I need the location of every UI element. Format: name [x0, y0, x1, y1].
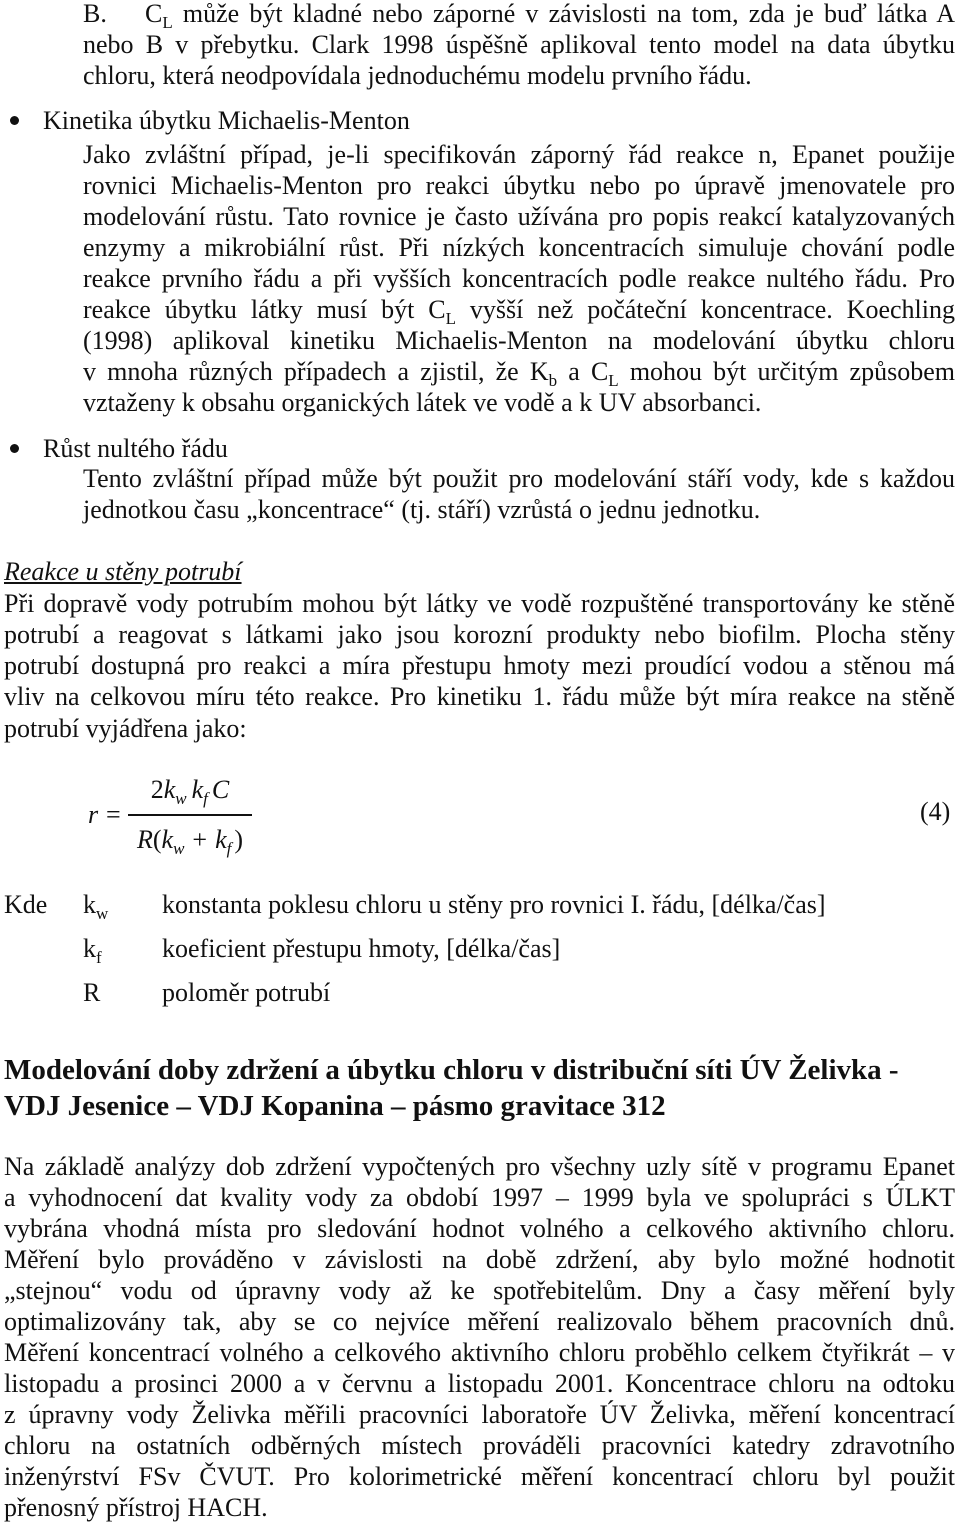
- bullet-icon: [10, 444, 19, 453]
- equation-number: (4): [920, 797, 951, 826]
- michaelis-line-6-post: vyšší než počáteční koncentrace. Koechling: [456, 295, 955, 324]
- section-line-12: přenosný přístroj HACH.: [4, 1493, 268, 1522]
- den-plus: +: [192, 825, 208, 854]
- wall-reaction-heading: Reakce u stěny potrubí: [4, 557, 242, 586]
- fraction-bar: [128, 814, 252, 816]
- michaelis-line-8-post: mohou být určitým způsobem: [618, 357, 955, 386]
- section-line-4: Měření bylo prováděno v závislosti na době zdržení, aby bylo možné hodnotit: [4, 1245, 955, 1274]
- num-k2: k: [191, 775, 204, 804]
- equation-denominator: [126, 824, 254, 858]
- intro-label: B.: [83, 0, 107, 28]
- num-k2-sub: f: [203, 789, 208, 808]
- num-coef: 2: [150, 775, 164, 804]
- den-close: ): [234, 825, 244, 854]
- section-heading-line-2: VDJ Jesenice – VDJ Kopanina – pásmo gravitace 312: [4, 1090, 666, 1122]
- michaelis-line-8: [83, 356, 955, 390]
- den-k1: k: [161, 825, 174, 854]
- michaelis-line-3: modelování růstu. Tato rovnice je často užívána pro popis reakcí katalyzovaných: [83, 202, 955, 231]
- michaelis-line-1: Jako zvláštní případ, je-li specifikován záporný řád reakce n, Epanet použije: [83, 140, 955, 169]
- cl-subscript: L: [445, 309, 456, 328]
- zero-order-line-1: Tento zvláštní případ může být použit pro modelování stáří vody, kde s každou: [83, 464, 955, 493]
- michaelis-line-5: reakce prvního řádu a při vyšších koncentracích podle reakce nultého řádu. Pro: [83, 264, 955, 293]
- definition-symbol-kw: [83, 889, 108, 923]
- wall-line-2: potrubí a reagovat s látkami jako jsou korozní produkty nebo biofilm. Plocha stěny: [4, 620, 955, 649]
- intro-line-1-text: může být kladné nebo záporné v závislosti na tom, zda je buď látka A: [172, 0, 955, 28]
- section-line-2: a vyhodnocení dat kvality vody za období 1997 – 1999 byla ve spolupráci s ÚLKT: [4, 1183, 955, 1212]
- intro-line-3: chloru, která neodpovídala jednoduchému modelu prvního řádu.: [83, 61, 752, 90]
- wall-line-5: potrubí vyjádřena jako:: [4, 714, 247, 743]
- symbol: k: [83, 890, 96, 919]
- bullet-icon: [10, 116, 19, 125]
- section-line-10: chloru na ostatních odběrných místech prováděli pracovníci katedry zdravotního: [4, 1431, 955, 1460]
- wall-line-3: potrubí dostupná pro reakci a míra přestupu hmoty mezi proudící vodou a stěnou má: [4, 651, 955, 680]
- section-line-8: listopadu a prosinci 2000 a v červnu a listopadu 2001. Koncentrace chloru na odtoku: [4, 1369, 955, 1398]
- cl-subscript: L: [162, 13, 173, 32]
- equation-equals: =: [106, 800, 121, 829]
- section-line-9: z úpravny vody Želivka měřili pracovníci laboratoře ÚV Želivka, měření koncentrací: [4, 1400, 955, 1429]
- bullet-title-zero-order: Růst nultého řádu: [43, 434, 228, 463]
- michaelis-line-6-pre: reakce úbytku látky musí být C: [83, 295, 446, 324]
- definition-text-kw: konstanta poklesu chloru u stěny pro rovnici I. řádu, [délka/čas]: [162, 890, 826, 919]
- michaelis-line-8-mid: a C: [557, 357, 609, 386]
- num-k1: k: [163, 775, 176, 804]
- section-line-11: inženýrství FSv ČVUT. Pro kolorimetrické měření koncentrací chloru byl použit: [4, 1462, 955, 1491]
- section-line-7: Měření koncentrací volného a celkového aktivního chloru proběhlo celkem čtyřikrát – v: [4, 1338, 955, 1367]
- equation-numerator: [126, 774, 254, 808]
- bullet-title-michaelis: Kinetika úbytku Michaelis-Menton: [43, 106, 410, 135]
- zero-order-line-2: jednotkou času „koncentrace“ (tj. stáří) vzrůstá o jednu jednotku.: [83, 495, 761, 524]
- wall-line-4: vliv na celkovou míru této reakce. Pro kinetiku 1. řádu může být míra reakce na stěně: [4, 682, 955, 711]
- definition-symbol-r: R: [83, 978, 101, 1007]
- num-k1-sub: w: [175, 789, 187, 808]
- michaelis-line-2: rovnici Michaelis-Menton pro reakci úbytku nebo po úpravě jmenovatele pro: [83, 171, 955, 200]
- cl-symbol: C: [145, 0, 163, 28]
- den-r: R: [136, 825, 153, 854]
- intro-line-1: [83, 0, 955, 32]
- section-line-1: Na základě analýzy dob zdržení vypočtených pro všechny uzly sítě v programu Epanet: [4, 1152, 955, 1181]
- definitions-lead: Kde: [4, 890, 48, 919]
- definition-text-kf: koeficient přestupu hmoty, [délka/čas]: [162, 934, 561, 963]
- section-line-3: vybrána vhodná místa pro sledování hodnot volného a celkového aktivního chloru.: [4, 1214, 955, 1243]
- section-heading-line-1: Modelování doby zdržení a úbytku chloru v distribuční síti ÚV Želivka -: [4, 1054, 899, 1086]
- section-line-6: optimalizovány tak, aby se co nejvíce měření realizovalo během pracovních dnů.: [4, 1307, 955, 1336]
- michaelis-line-4: enzymy a mikrobiální růst. Při nízkých koncentracích simuluje chování podle: [83, 233, 955, 262]
- symbol-sub: w: [96, 904, 109, 923]
- michaelis-line-9: vztaženy k obsahu organických látek ve vodě a k UV absorbanci.: [83, 388, 762, 417]
- den-open: (: [152, 825, 162, 854]
- michaelis-line-8-pre: v mnoha různých případech a zjistil, že K: [83, 357, 549, 386]
- num-var: C: [211, 775, 230, 804]
- cl-subscript: L: [608, 371, 619, 390]
- equation-lhs: r: [88, 800, 99, 829]
- kb-subscript: b: [548, 371, 558, 390]
- symbol: k: [83, 934, 96, 963]
- den-k1-sub: w: [173, 839, 185, 858]
- wall-line-1: Při dopravě vody potrubím mohou být látky ve vodě rozpuštěné transportovány ke stěně: [4, 589, 955, 618]
- definition-text-r: poloměr potrubí: [162, 978, 331, 1007]
- den-k2-sub: f: [226, 839, 232, 858]
- definition-symbol-kf: [83, 933, 102, 967]
- den-k2: k: [215, 825, 227, 854]
- symbol-sub: f: [96, 948, 102, 967]
- intro-line-2: nebo B v přebytku. Clark 1998 úspěšně aplikoval tento model na data úbytku: [83, 30, 955, 59]
- michaelis-line-6: [83, 294, 955, 328]
- section-line-5: „stejnou“ vodu od úpravny vody až ke spotřebitelům. Dny a časy měření byly: [4, 1276, 955, 1305]
- michaelis-line-7: (1998) aplikoval kinetiku Michaelis-Menton na modelování úbytku chloru: [83, 326, 955, 355]
